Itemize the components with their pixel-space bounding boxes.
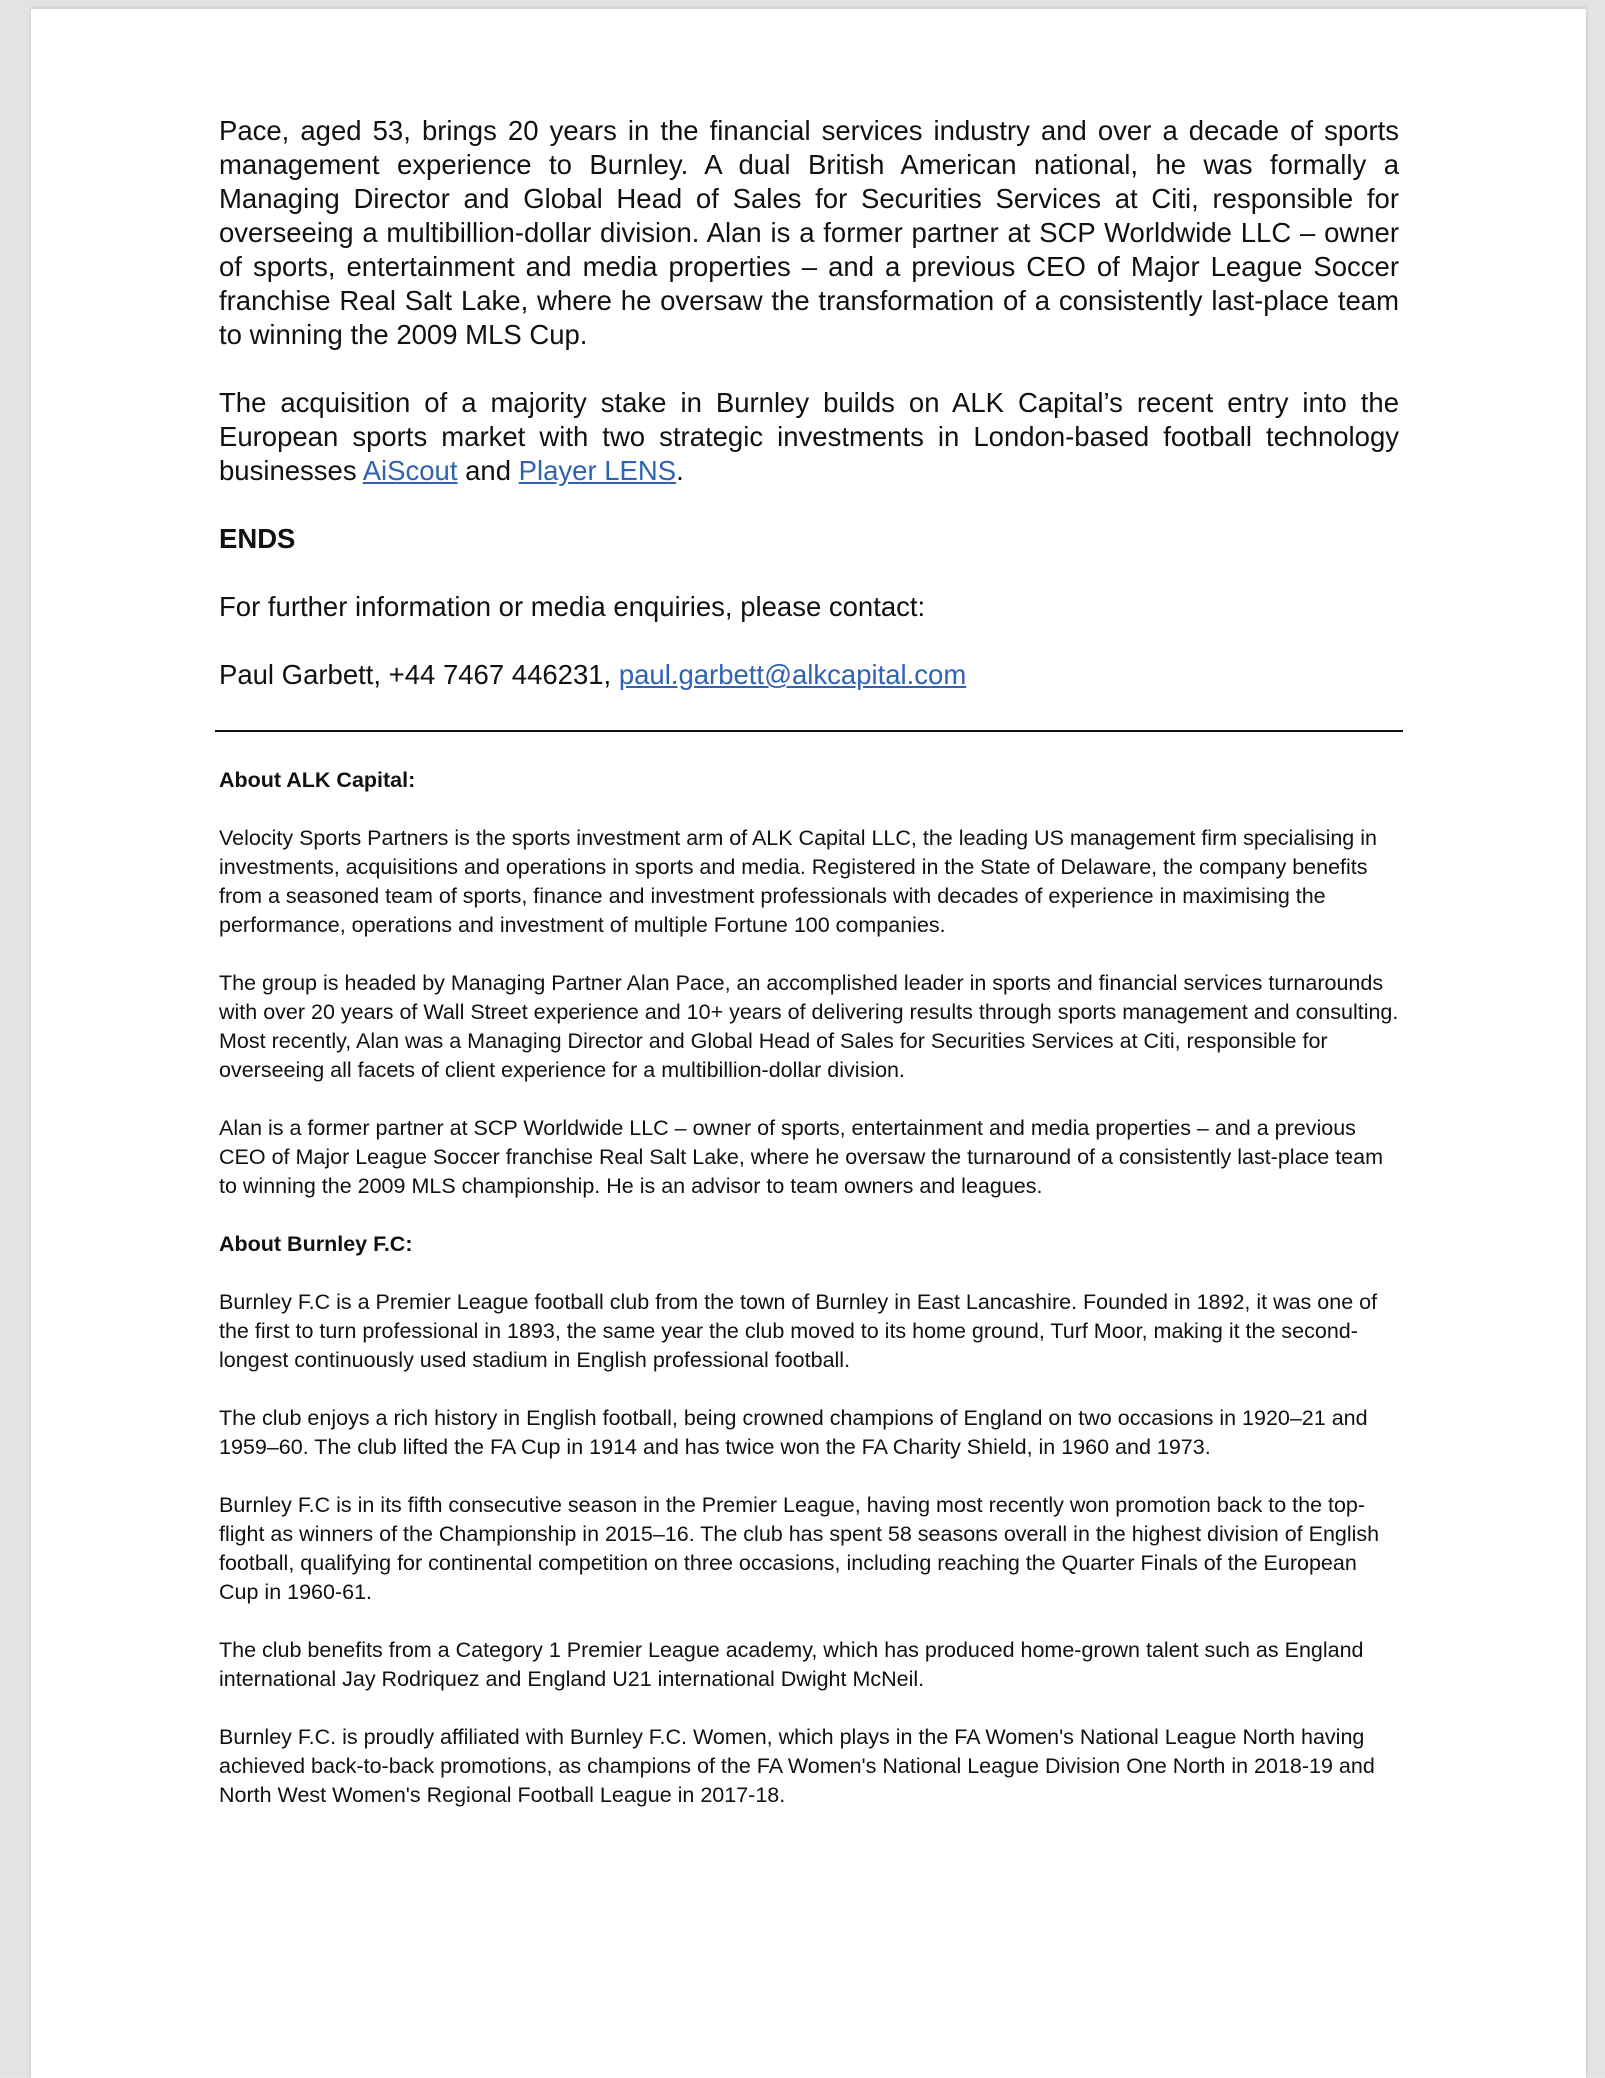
about-alk-paragraph: Alan is a former partner at SCP Worldwide LLC – owner of sports, entertainment and media properties – and a previous CEO of Major League Soccer franchise Real Salt Lake, where he oversaw the turnaround of a consistently last-place team to winning the 2009 MLS championship. He is an advisor to team owners and leagues. [219,1116,1384,1198]
and-text: and [457,455,519,486]
about-sections [219,766,1399,1839]
about-burnley-paragraph: Burnley F.C is a Premier League football club from the town of Burnley in East Lancashire. Founded in 1892, it was one of the first to turn professional in 1893, the same year the club moved to its home ground, Turf Moor, making it the second-longest continuously used stadium in English professional football. [219,1290,1378,1372]
about-burnley-paragraph: Burnley F.C is in its fifth consecutive season in the Premier League, having most recently won promotion back to the top-flight as winners of the Championship in 2015–16. The club has spent 58 seasons overall in the highest division of English football, qualifying for continental competition on three occasions, including reaching the Quarter Finals of the European Cup in 1960-61. [219,1493,1380,1604]
about-burnley-paragraph: The club enjoys a rich history in English football, being crowned champions of England on two occasions in 1920–21 and 1959–60. The club lifted the FA Cup in 1914 and has twice won the FA Charity Shield, in 1960 and 1973. [219,1406,1368,1459]
contact-intro: For further information or media enquiries, please contact: [219,591,926,622]
ends-heading: ENDS [219,523,296,554]
period-text: . [676,455,684,486]
acquisition-paragraph [219,386,1399,488]
press-release-body [219,114,1399,726]
about-burnley-paragraph: Burnley F.C. is proudly affiliated with Burnley F.C. Women, which plays in the FA Women's National League North having achieved back-to-back promotions, as champions of the FA Women's National League Division One North in 2018-19 and North West Women's Regional Football League in 2017-18. [219,1725,1375,1807]
contact-name-phone: Paul Garbett, +44 7467 446231, [219,659,619,690]
about-burnley-heading: About Burnley F.C: [219,1232,413,1256]
about-alk-paragraph: Velocity Sports Partners is the sports investment arm of ALK Capital LLC, the leading US management firm specialising in investments, acquisitions and operations in sports and media. Registered in the State of Delaware, the company benefits from a seasoned team of sports, finance and investment professionals with decades of experience in maximising the performance, operations and investment of multiple Fortune 100 companies. [219,826,1377,937]
contact-email-link[interactable]: paul.garbett@alkcapital.com [618,659,967,690]
contact-line [219,658,1399,692]
section-divider [215,730,1403,732]
intro-paragraph: Pace, aged 53, brings 20 years in the financial services industry and over a decade of sports management experience to Burnley. A dual British American national, he was formally a Managing Director and Global Head of Sales for Securities Services at Citi, responsible for overseeing a multibillion-dollar division. Alan is a former partner at SCP Worldwide LLC – owner of sports, entertainment and media properties – and a previous CEO of Major League Soccer franchise Real Salt Lake, where he oversaw the transformation of a consistently last-place team to winning the 2009 MLS Cup. [219,115,1399,350]
acquisition-text: The acquisition of a majority stake in Burnley builds on ALK Capital’s recent entry into the European sports market with two strategic investments in London-based football technology businesses [219,387,1399,486]
about-burnley-paragraph: The club benefits from a Category 1 Premier League academy, which has produced home-grown talent such as England international Jay Rodriquez and England U21 international Dwight McNeil. [219,1638,1364,1691]
player-lens-link[interactable]: Player LENS [518,455,677,486]
about-alk-heading: About ALK Capital: [219,768,416,792]
aiscout-link[interactable]: AiScout [362,455,458,486]
about-alk-paragraph: The group is headed by Managing Partner Alan Pace, an accomplished leader in sports and financial services turnarounds with over 20 years of Wall Street experience and 10+ years of delivering results through sports management and consulting. Most recently, Alan was a Managing Director and Global Head of Sales for Securities Services at Citi, responsible for overseeing all facets of client experience for a multibillion-dollar division. [219,971,1399,1082]
document-page [31,8,1586,2078]
